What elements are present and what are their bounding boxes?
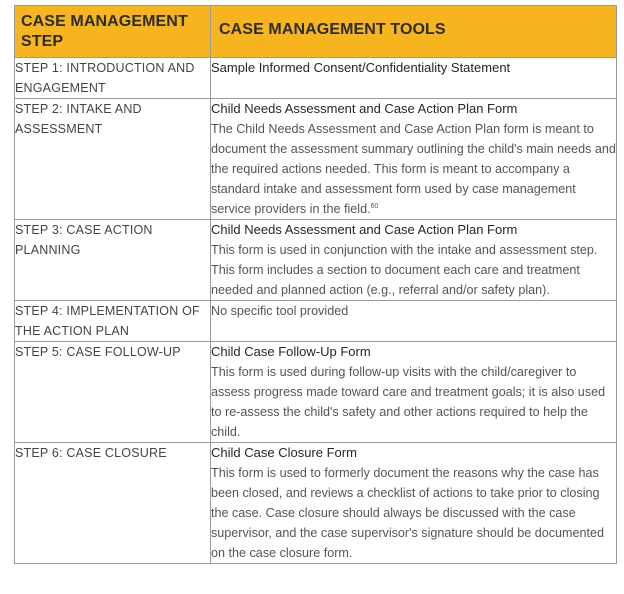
tool-cell [211, 301, 617, 342]
tool-description [211, 119, 616, 219]
header-case-management-tools: CASE MANAGEMENT TOOLS [211, 6, 617, 58]
tool-description: This form is used in conjunction with the intake and assessment step. This form includes a section to document each care and treatment needed and planned action (e.g., referral and/or safety plan). [211, 243, 598, 297]
table-row [15, 342, 617, 443]
table-row [15, 443, 617, 564]
table-row [15, 99, 617, 220]
table-row [15, 58, 617, 99]
tool-title: Child Needs Assessment and Case Action Plan Form [211, 222, 518, 237]
tool-cell [211, 443, 617, 564]
tool-title: Child Case Closure Form [211, 445, 357, 460]
tool-cell [211, 58, 617, 99]
tool-cell [211, 342, 617, 443]
table-row [15, 220, 617, 301]
step-cell: STEP 5: CASE FOLLOW-UP [15, 342, 211, 443]
tool-title: Sample Informed Consent/Confidentiality Statement [211, 60, 511, 75]
tool-description-text: The Child Needs Assessment and Case Action Plan form is meant to document the assessment summary outlining the child's main needs and the required actions needed. This form is meant to accompany a standard intake and assessment form used by case management service providers in the field. [211, 122, 616, 216]
tool-cell [211, 99, 617, 220]
case-management-table [14, 5, 617, 564]
header-case-management-step: CASE MANAGEMENT STEP [15, 6, 211, 58]
footnote-marker: 60 [370, 203, 379, 210]
table-row [15, 301, 617, 342]
tool-cell [211, 220, 617, 301]
tool-title: Child Needs Assessment and Case Action Plan Form [211, 101, 518, 116]
step-cell: STEP 3: CASE ACTION PLANNING [15, 220, 211, 301]
step-cell: STEP 6: CASE CLOSURE [15, 443, 211, 564]
step-cell: STEP 2: INTAKE AND ASSESSMENT [15, 99, 211, 220]
tool-description: This form is used during follow-up visits with the child/caregiver to assess progress made toward care and treatment goals; it is also used to re-assess the child's safety and other actions required to help the child. [211, 365, 606, 439]
table-header-row [15, 6, 617, 58]
tool-description: This form is used to formerly document the reasons why the case has been closed, and reviews a checklist of actions to take prior to closing the case. Case closure should always be discussed with the case supervisor, and the case supervisor's signature should be documented on the case closure form. [211, 466, 605, 560]
step-cell: STEP 4: IMPLEMENTATION OF THE ACTION PLAN [15, 301, 211, 342]
tool-description: No specific tool provided [211, 304, 349, 318]
tool-title: Child Case Follow-Up Form [211, 344, 371, 359]
step-cell: STEP 1: INTRODUCTION AND ENGAGEMENT [15, 58, 211, 99]
